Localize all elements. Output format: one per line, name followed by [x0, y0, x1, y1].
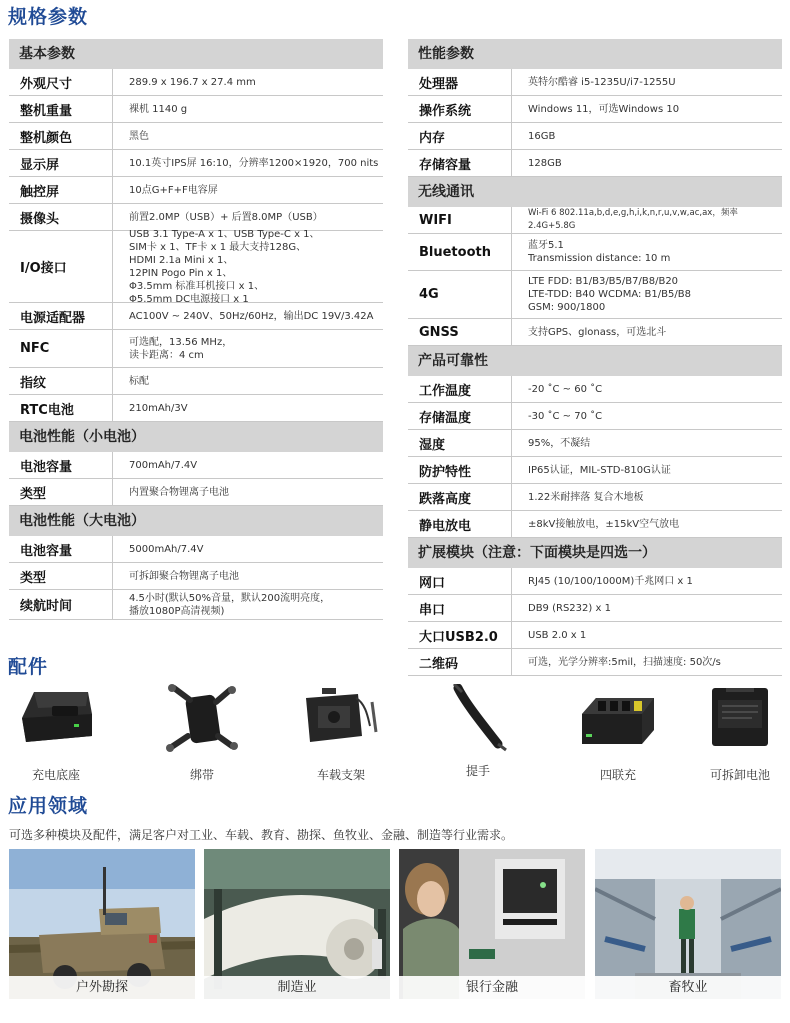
spec-key: 整机重量 [9, 96, 113, 122]
spec-key: 静电放电 [408, 511, 512, 537]
spec-key: 操作系统 [408, 96, 512, 122]
spec-row [9, 536, 383, 563]
spec-value: RJ45 (10/100/1000M)千兆网口 x 1 [528, 575, 693, 587]
spec-key: 大口USB2.0 [408, 622, 512, 648]
spec-row [9, 395, 383, 422]
spec-value: 英特尔酷睿 i5-1235U/i7-1255U [528, 76, 676, 88]
applications-title: 应用领域 [8, 795, 89, 817]
spec-key: 内存 [408, 123, 512, 149]
spec-row [9, 563, 383, 590]
spec-key: 外观尺寸 [9, 69, 113, 95]
spec-value: LTE FDD: B1/B3/B5/B7/B8/B20 LTE-TDD: B40 WCDMA: B1/B5/B8 GSM: 900/1800 [528, 276, 691, 313]
accessory-item [436, 684, 520, 784]
spec-value: 10点G+F+F电容屏 [129, 184, 218, 196]
spec-row [408, 319, 782, 346]
spec-row [408, 69, 782, 96]
spec-key: 防护特性 [408, 457, 512, 483]
spec-group-header: 无线通讯 [408, 177, 782, 207]
spec-value: 700mAh/7.4V [129, 459, 198, 471]
application-label: 银行金融 [399, 976, 585, 999]
application-card [399, 849, 585, 999]
application-label: 畜牧业 [595, 976, 781, 999]
spec-key: 整机颜色 [9, 123, 113, 149]
application-card [595, 849, 781, 999]
spec-row [9, 123, 383, 150]
spec-row [408, 376, 782, 403]
spec-row [408, 403, 782, 430]
spec-group-header: 电池性能（小电池） [9, 422, 383, 452]
spec-row [408, 484, 782, 511]
application-card [9, 849, 195, 999]
spec-row [408, 96, 782, 123]
applications-gallery [9, 849, 781, 999]
spec-row [9, 590, 383, 620]
spec-row [9, 177, 383, 204]
accessory-label: 可拆卸电池 [709, 768, 770, 782]
accessory-label: 充电底座 [31, 768, 80, 782]
spec-row [9, 150, 383, 177]
spec-key: 显示屏 [9, 150, 113, 176]
spec-value: 210mAh/3V [129, 402, 188, 414]
spec-key: 湿度 [408, 430, 512, 456]
accessory-item [14, 684, 98, 784]
handle-strap-icon [436, 684, 520, 752]
spec-row [9, 96, 383, 123]
spec-group-header: 扩展模块（注意：下面模块是四选一） [408, 538, 782, 568]
spec-key: 工作温度 [408, 376, 512, 402]
spec-row [408, 123, 782, 150]
charging-dock-icon [14, 684, 98, 750]
spec-key: 指纹 [9, 368, 113, 394]
spec-value: 支持GPS、glonass，可选北斗 [528, 326, 667, 338]
spec-key: 处理器 [408, 69, 512, 95]
spec-group-header: 性能参数 [408, 39, 782, 69]
spec-row [408, 207, 782, 234]
spec-row [408, 271, 782, 319]
spec-row [408, 568, 782, 595]
spec-group-header: 电池性能（大电池） [9, 506, 383, 536]
spec-row [9, 479, 383, 506]
accessory-label: 提手 [465, 764, 490, 778]
spec-key: Bluetooth [408, 234, 512, 270]
spec-table-left [9, 39, 383, 620]
hand-strap-icon [160, 684, 244, 754]
application-label: 户外勘探 [9, 976, 195, 999]
spec-key: 串口 [408, 595, 512, 621]
spec-key: 4G [408, 271, 512, 318]
spec-value: 可选配，13.56 MHz， 读卡距离：4 cm [129, 336, 233, 361]
spec-key: 存储容量 [408, 150, 512, 176]
spec-value: USB 3.1 Type-A x 1、USB Type-C x 1、 SIM卡 x 1、TF卡 x 1 最大支持128G、 HDMI 2.1a Mini x 1、 12PIN Pogo Pin x 1、 Φ3.5mm 标准耳机接口 x 1、 Φ5.5mm DC电源接口 x 1 [129, 228, 320, 305]
spec-key: 摄像头 [9, 204, 113, 230]
spec-row [408, 649, 782, 676]
spec-value: USB 2.0 x 1 [528, 629, 587, 641]
spec-value: 5000mAh/7.4V [129, 543, 204, 555]
spec-value: 裸机 1140 g [129, 103, 188, 115]
spec-key: 触控屏 [9, 177, 113, 203]
spec-value: IP65认证，MIL-STD-810G认证 [528, 464, 671, 476]
accessories-row [0, 684, 790, 784]
spec-value: -20 ˚C ~ 60 ˚C [528, 383, 603, 395]
spec-row [9, 330, 383, 368]
spec-key: GNSS [408, 319, 512, 345]
spec-row [408, 595, 782, 622]
spec-row [408, 622, 782, 649]
accessory-item [160, 684, 244, 784]
spec-key: 跌落高度 [408, 484, 512, 510]
spec-value: 95%，不凝结 [528, 437, 591, 449]
spec-key: I/O接口 [9, 231, 113, 302]
spec-key: 存储温度 [408, 403, 512, 429]
application-label: 制造业 [204, 976, 390, 999]
spec-value: AC100V ~ 240V、50Hz/60Hz，输出DC 19V/3.42A [129, 310, 374, 322]
accessories-title: 配件 [8, 656, 49, 678]
accessory-item [702, 684, 778, 784]
spec-value: 128GB [528, 157, 562, 169]
accessory-label: 车载支架 [316, 768, 365, 782]
spec-value: 蓝牙5.1 Transmission distance: 10 m [528, 240, 671, 264]
spec-row [9, 303, 383, 330]
spec-row [9, 368, 383, 395]
accessory-item [296, 684, 386, 784]
spec-value: 标配 [129, 375, 149, 387]
applications-description: 可选多种模块及配件，满足客户对工业、车载、教育、勘探、鱼牧业、金融、制造等行业需求。 [9, 828, 514, 842]
spec-key: 电池容量 [9, 536, 113, 562]
spec-group-header: 基本参数 [9, 39, 383, 69]
spec-key: NFC [9, 330, 113, 367]
spec-value: 黑色 [129, 130, 149, 142]
spec-key: 类型 [9, 563, 113, 589]
spec-key: RTC电池 [9, 395, 113, 421]
spec-key: 二维码 [408, 649, 512, 675]
accessory-item [576, 684, 660, 784]
spec-value: 可拆卸聚合物锂离子电池 [129, 570, 239, 582]
spec-value: 内置聚合物锂离子电池 [129, 486, 229, 498]
spec-key: WIFI [408, 207, 512, 233]
spec-row [9, 452, 383, 479]
spec-row [408, 511, 782, 538]
spec-row [408, 150, 782, 177]
application-card [204, 849, 390, 999]
spec-row [408, 234, 782, 271]
spec-key: 网口 [408, 568, 512, 594]
spec-row [408, 430, 782, 457]
spec-value: 289.9 x 196.7 x 27.4 mm [129, 76, 256, 88]
spec-value: 1.22米耐摔落 复合木地板 [528, 491, 644, 503]
spec-row [9, 69, 383, 96]
spec-value: 前置2.0MP（USB）+ 后置8.0MP（USB） [129, 211, 323, 223]
spec-value: 4.5小时(默认50%音量，默认200流明亮度， 播放1080P高清视频) [129, 592, 331, 617]
accessory-label: 四联充 [599, 768, 636, 782]
spec-group-header: 产品可靠性 [408, 346, 782, 376]
removable-battery-icon [702, 684, 778, 750]
spec-row [9, 228, 383, 305]
vehicle-mount-icon [296, 684, 386, 750]
spec-key: 电池容量 [9, 452, 113, 478]
spec-key: 类型 [9, 479, 113, 505]
spec-value: Wi-Fi 6 802.11a,b,d,e,g,h,i,k,n,r,u,v,w,ac,ax，频率2.4G+5.8G [528, 208, 738, 231]
spec-table-right [408, 39, 782, 676]
accessory-label: 绑带 [189, 768, 214, 782]
spec-value: -30 ˚C ~ 70 ˚C [528, 410, 603, 422]
spec-key: 续航时间 [9, 590, 113, 619]
spec-key: 电源适配器 [9, 303, 113, 329]
spec-value: DB9 (RS232) x 1 [528, 602, 611, 614]
four-bay-charger-icon [576, 684, 660, 750]
spec-title: 规格参数 [8, 6, 89, 28]
spec-value: Windows 11，可选Windows 10 [528, 103, 680, 115]
spec-value: 16GB [528, 130, 556, 142]
spec-row [408, 457, 782, 484]
spec-value: 可选，光学分辨率:5mil，扫描速度: 50次/s [528, 656, 721, 668]
spec-value: ±8kV接触放电，±15kV空气放电 [528, 518, 680, 530]
spec-value: 10.1英寸IPS屏 16:10，分辨率1200×1920，700 nits [129, 157, 379, 169]
